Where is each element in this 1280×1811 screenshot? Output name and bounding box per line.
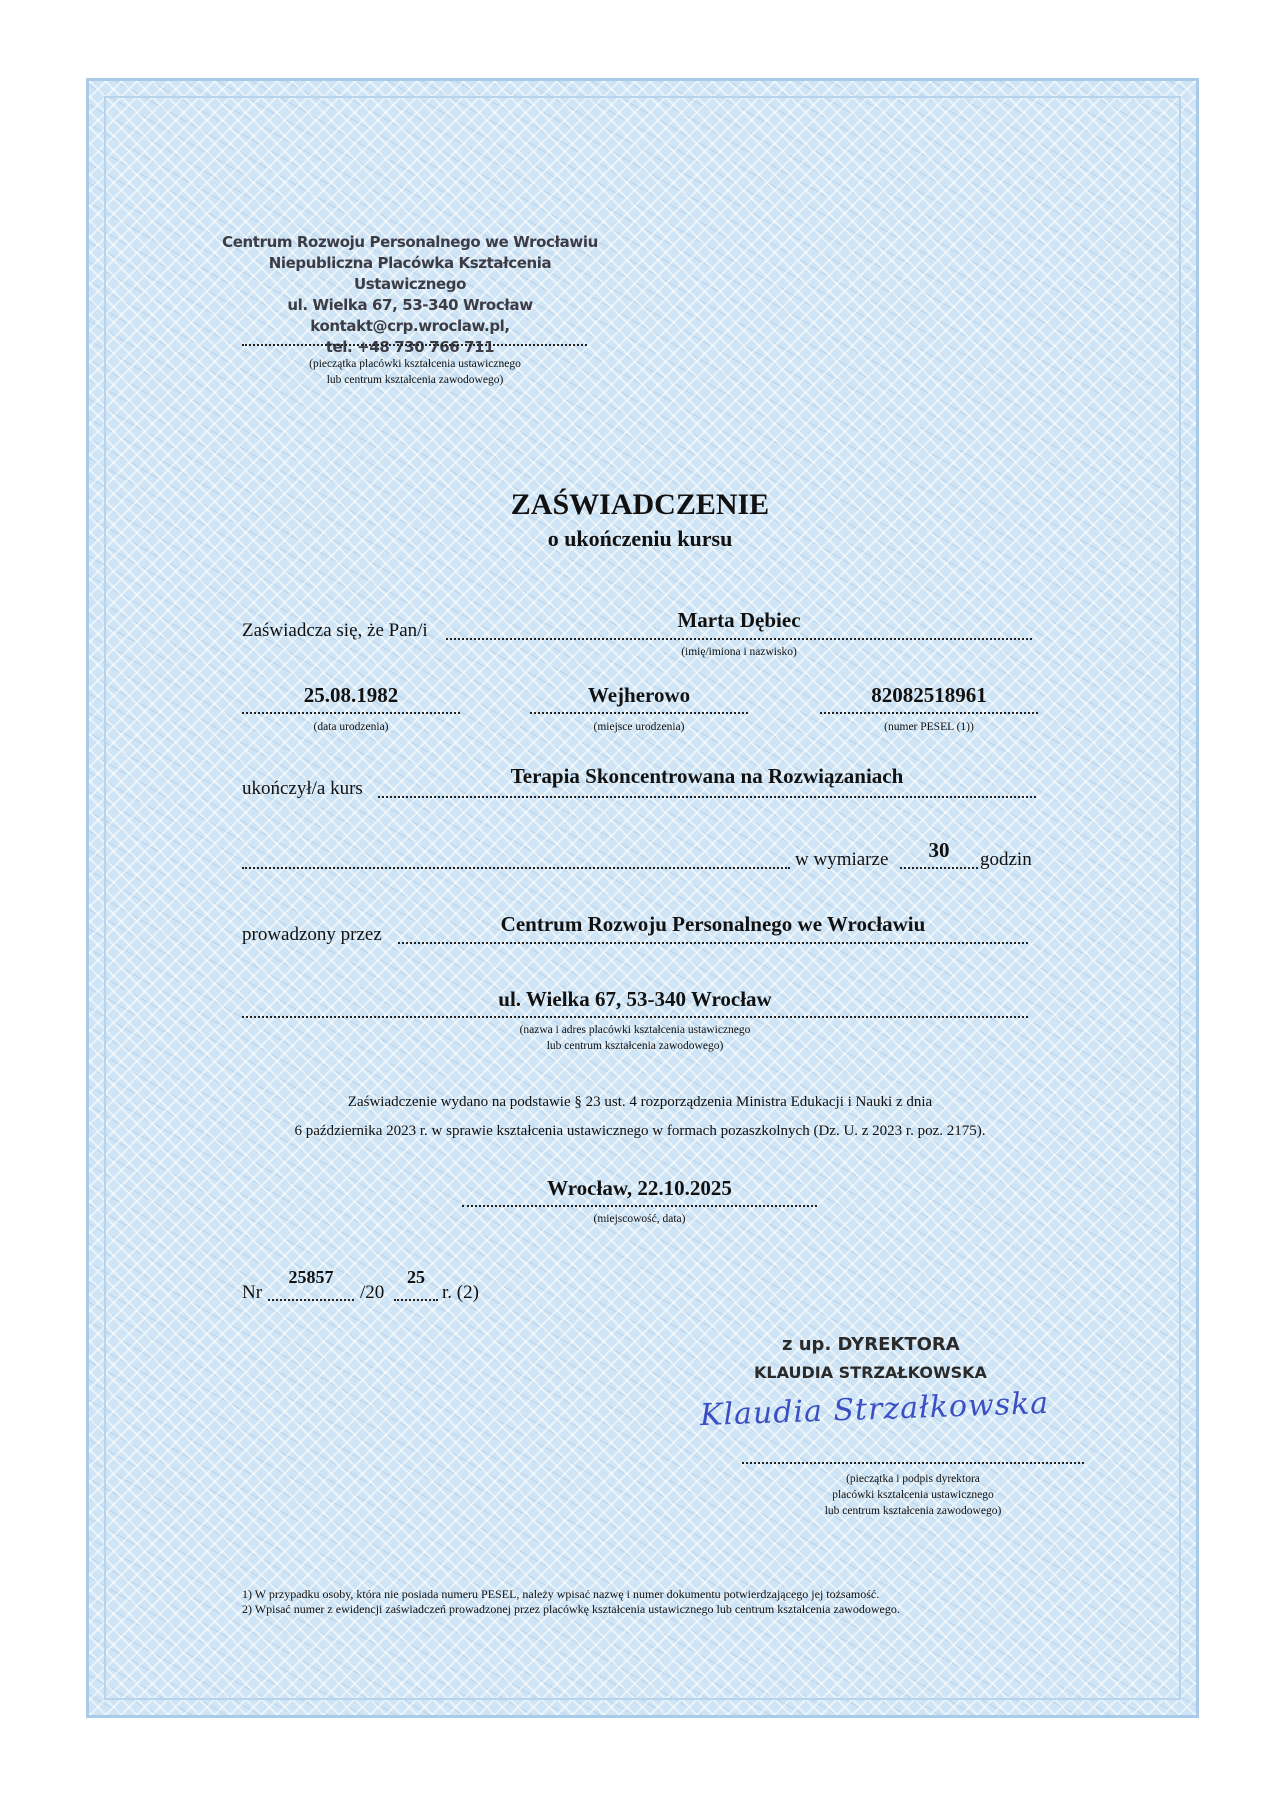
hours-label: w wymiarze [795,849,889,870]
person-caption: (imię/imiona i nazwisko) [681,646,797,658]
address-dotted-line [242,1016,1028,1018]
stamp-line: tel. +48 730 766 711 [325,338,495,356]
birth-place-caption: (miejsce urodzenia) [593,721,685,733]
person-label: Zaświadcza się, że Pan/i [242,620,428,641]
organizer-caption [242,1022,1028,1054]
caption-line: (pieczątka i podpis dyrektora [846,1473,980,1485]
organizer-address: ul. Wielka 67, 53-340 Wrocław [498,987,772,1011]
stamp-line: kontakt@crp.wroclaw.pl, [310,317,510,335]
caption-line: lub centrum kształcenia zawodowego) [546,1040,724,1052]
footnote: 2) Wpisać numer z ewidencji zaświadczeń prowadzonej przez placówkę kształcenia ustawicznego lub centrum kształcenia zawodowego. [242,1602,900,1616]
caption-line: (pieczątka placówki kształcenia ustawicznego [309,358,521,370]
year-dotted-line [394,1299,438,1301]
hours-unit: godzin [980,849,1032,870]
place-date-dotted-line [462,1205,817,1207]
birth-date: 25.08.1982 [303,683,399,707]
number-dotted-line [268,1299,354,1301]
birth-place: Wejherowo [587,683,691,707]
person-name: Marta Dębiec [677,608,801,632]
course-dotted-line [378,796,1036,798]
legal-line: Zaświadczenie wydano na podstawie § 23 ust. 4 rozporządzenia Ministra Edukacji i Nauki z dnia [347,1094,933,1110]
person-dotted-line [446,638,1032,640]
birth-date-dotted-line [242,712,460,714]
stamp-line: Centrum Rozwoju Personalnego we Wrocławiu [222,233,598,251]
place-date-caption: (miejscowość, data) [593,1213,686,1225]
footnotes [242,1587,1142,1617]
caption-line: lub centrum kształcenia zawodowego) [326,374,504,386]
organizer-label: prowadzony przez [242,924,382,945]
caption-line: lub centrum kształcenia zawodowego) [824,1505,1002,1517]
stamp-dotted-line [242,344,587,346]
footnote: 1) W przypadku osoby, która nie posiada numeru PESEL, należy wpisać nazwę i numer dokumentu potwierdzającego jej tożsamość. [242,1587,880,1601]
document-title: ZAŚWIADCZENIE [510,488,770,521]
caption-line: (nazwa i adres placówki kształcenia ustawicznego [519,1024,751,1036]
signature-caption [742,1471,1084,1519]
stamp-caption [240,356,590,388]
stamp-line: ul. Wielka 67, 53-340 Wrocław [287,296,533,314]
course-name: Terapia Skoncentrowana na Rozwiązaniach [510,764,904,788]
pesel-number: 82082518961 [871,683,987,707]
hours-value-dotted-line [900,867,978,869]
caption-line: placówki kształcenia ustawicznego [832,1489,994,1501]
birth-place-dotted-line [530,712,748,714]
organizer-dotted-line [398,942,1028,944]
pesel-dotted-line [820,712,1038,714]
number-year: 25 [407,1267,425,1287]
number-prefix: Nr [242,1282,263,1303]
number-suffix: r. (2) [442,1282,479,1303]
number-value: 25857 [288,1267,334,1287]
birth-date-caption: (data urodzenia) [313,721,389,733]
hours-dotted-line [242,867,790,869]
signature-dotted-line [742,1462,1084,1464]
place-date: Wrocław, 22.10.2025 [547,1176,732,1200]
document-subtitle: o ukończeniu kursu [547,526,733,551]
stamp-line: Niepubliczna Placówka Kształcenia Ustawicznego [268,254,552,293]
institution-stamp [220,232,600,358]
hours-value: 30 [928,838,950,862]
handwritten-signature: Klaudia Strzałkowska [699,1385,1050,1434]
director-stamp-title: z up. DYREKTORA [782,1334,960,1355]
legal-line: 6 października 2023 r. w sprawie kształcenia ustawicznego w formach pozaszkolnych (Dz. U. z 2023 r. poz. 2175). [294,1123,986,1139]
legal-basis [140,1088,1140,1146]
number-mid: /20 [360,1282,385,1303]
director-stamp-name: KLAUDIA STRZAŁKOWSKA [754,1363,987,1382]
course-label: ukończył/a kurs [242,778,363,799]
organizer-name: Centrum Rozwoju Personalnego we Wrocławiu [500,912,926,936]
pesel-caption: (numer PESEL (1)) [884,721,974,733]
